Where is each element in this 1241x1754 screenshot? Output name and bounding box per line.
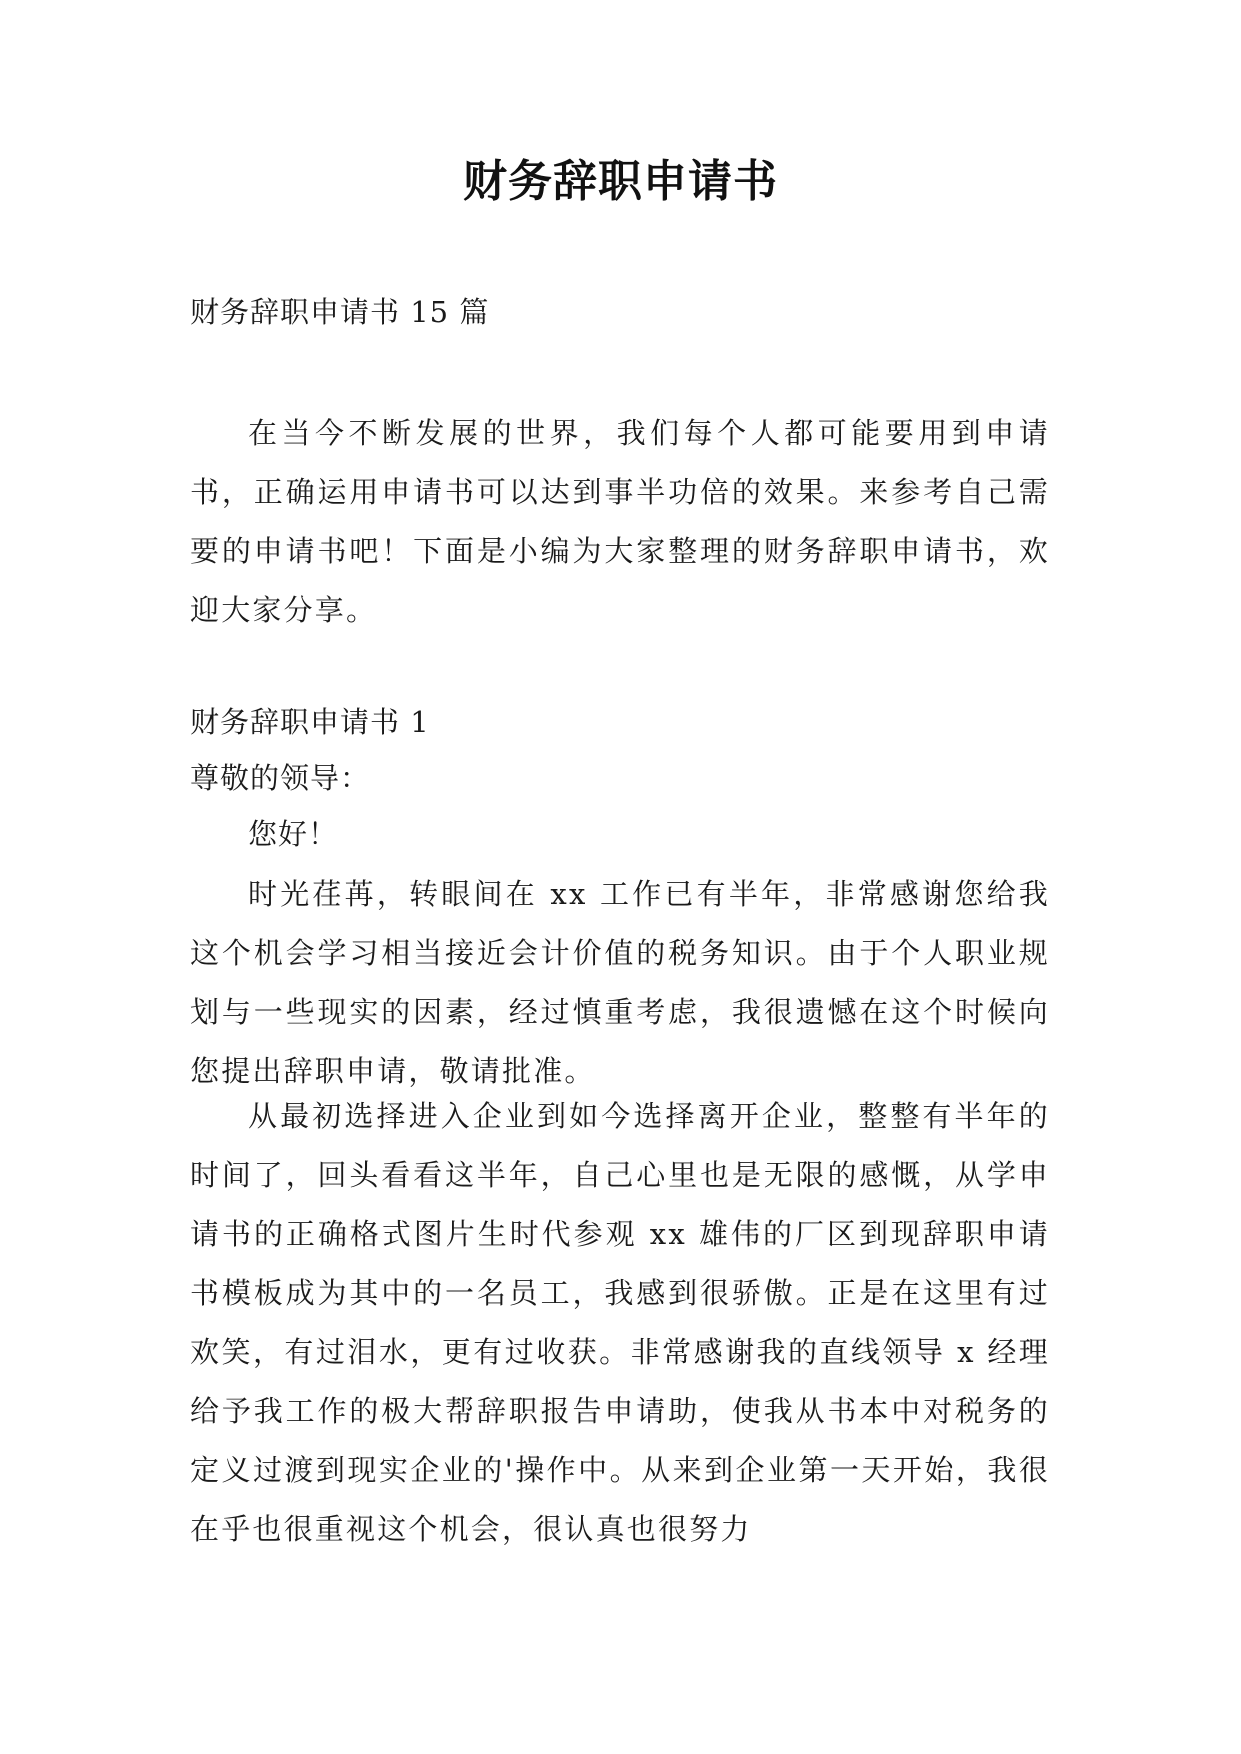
letter-paragraph: 时光荏苒，转眼间在 xx 工作已有半年，非常感谢您给我这个机会学习相当接近会计价值的税务知识。由于个人职业规划与一些现实的因素，经过慎重考虑，我很遗憾在这个时候向您提出辞职申请，敬请批准。	[190, 877, 1050, 1088]
intro-paragraph: 在当今不断发展的世界，我们每个人都可能要用到申请书，正确运用申请书可以达到事半功倍的效果。来参考自己需要的申请书吧！下面是小编为大家整理的财务辞职申请书，欢迎大家分享。	[190, 416, 1050, 627]
page-title: 财务辞职申请书	[463, 156, 778, 207]
document-subtitle: 财务辞职申请书 15 篇	[190, 295, 490, 329]
letter-heading: 财务辞职申请书 1	[190, 705, 430, 739]
letter-greeting: 您好！	[248, 817, 339, 851]
letter-salutation: 尊敬的领导：	[190, 761, 371, 795]
letter-paragraph: 从最初选择进入企业到如今选择离开企业，整整有半年的时间了，回头看看这半年，自己心里也是无限的感慨，从学申请书的正确格式图片生时代参观 xx 雄伟的厂区到现辞职申请书模板成为其中的一名员工，我感到很骄傲。正是在这里有过欢笑，有过泪水，更有过收获。非常感谢我的直线领导 x 经理给予我工作的极大帮辞职报告申请助，使我从书本中对税务的定义过渡到现实企业的'操作中。从来到企业第一天开始，我很在乎也很重视这个机会，很认真也很努力	[190, 1099, 1050, 1546]
